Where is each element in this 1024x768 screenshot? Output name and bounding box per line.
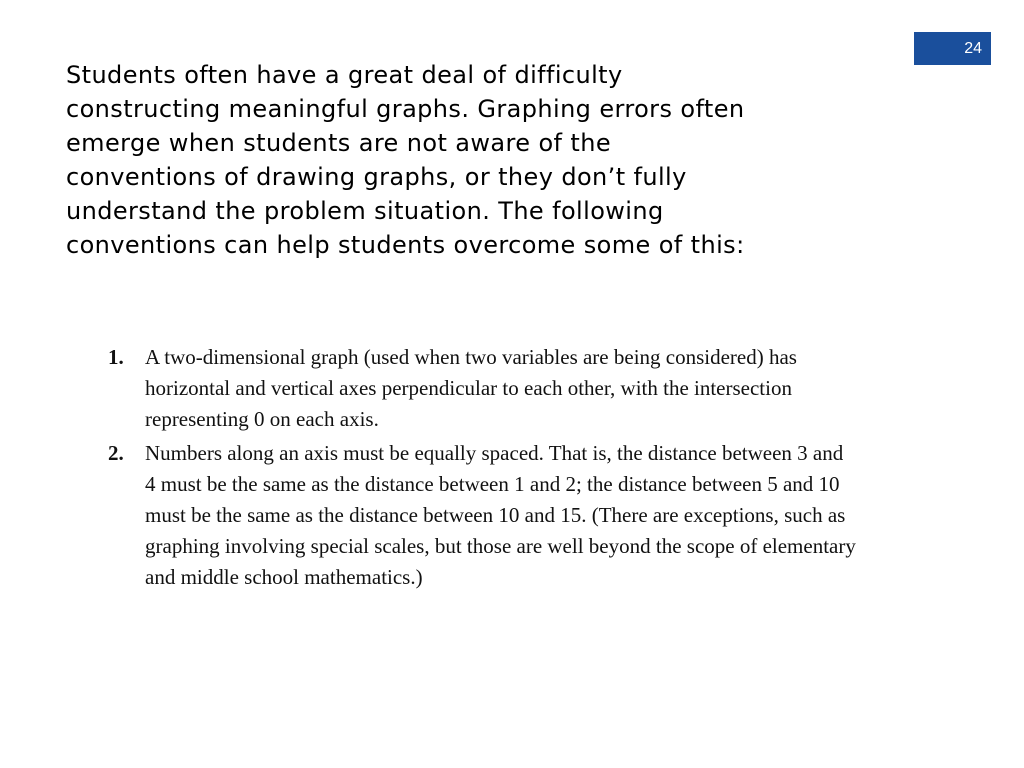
convention-item [108, 342, 918, 435]
convention-line: Numbers along an axis must be equally spaced. That is, the distance between 3 and [145, 441, 844, 465]
intro-paragraph [66, 58, 886, 262]
intro-line: Students often have a great deal of difficulty [66, 61, 623, 89]
convention-line: A two-dimensional graph (used when two variables are being considered) has [145, 345, 797, 369]
convention-line: and middle school mathematics.) [145, 565, 423, 589]
convention-item [108, 438, 918, 593]
intro-line: constructing meaningful graphs. Graphing errors often [66, 95, 745, 123]
conventions-list [108, 342, 918, 596]
intro-line: understand the problem situation. The following [66, 197, 664, 225]
convention-line: 4 must be the same as the distance between 1 and 2; the distance between 5 and 10 [145, 472, 840, 496]
convention-line: must be the same as the distance between 10 and 15. (There are exceptions, such as [145, 503, 846, 527]
intro-line: emerge when students are not aware of the [66, 129, 612, 157]
convention-line: horizontal and vertical axes perpendicular to each other, with the intersection [145, 376, 792, 400]
convention-line: representing 0 on each axis. [145, 407, 379, 431]
convention-number: 2. [108, 441, 124, 465]
page-number-badge: 24 [914, 32, 991, 65]
intro-line: conventions can help students overcome some of this: [66, 231, 745, 259]
convention-line: graphing involving special scales, but those are well beyond the scope of elementary [145, 534, 856, 558]
convention-number: 1. [108, 345, 124, 369]
intro-line: conventions of drawing graphs, or they don’t fully [66, 163, 687, 191]
